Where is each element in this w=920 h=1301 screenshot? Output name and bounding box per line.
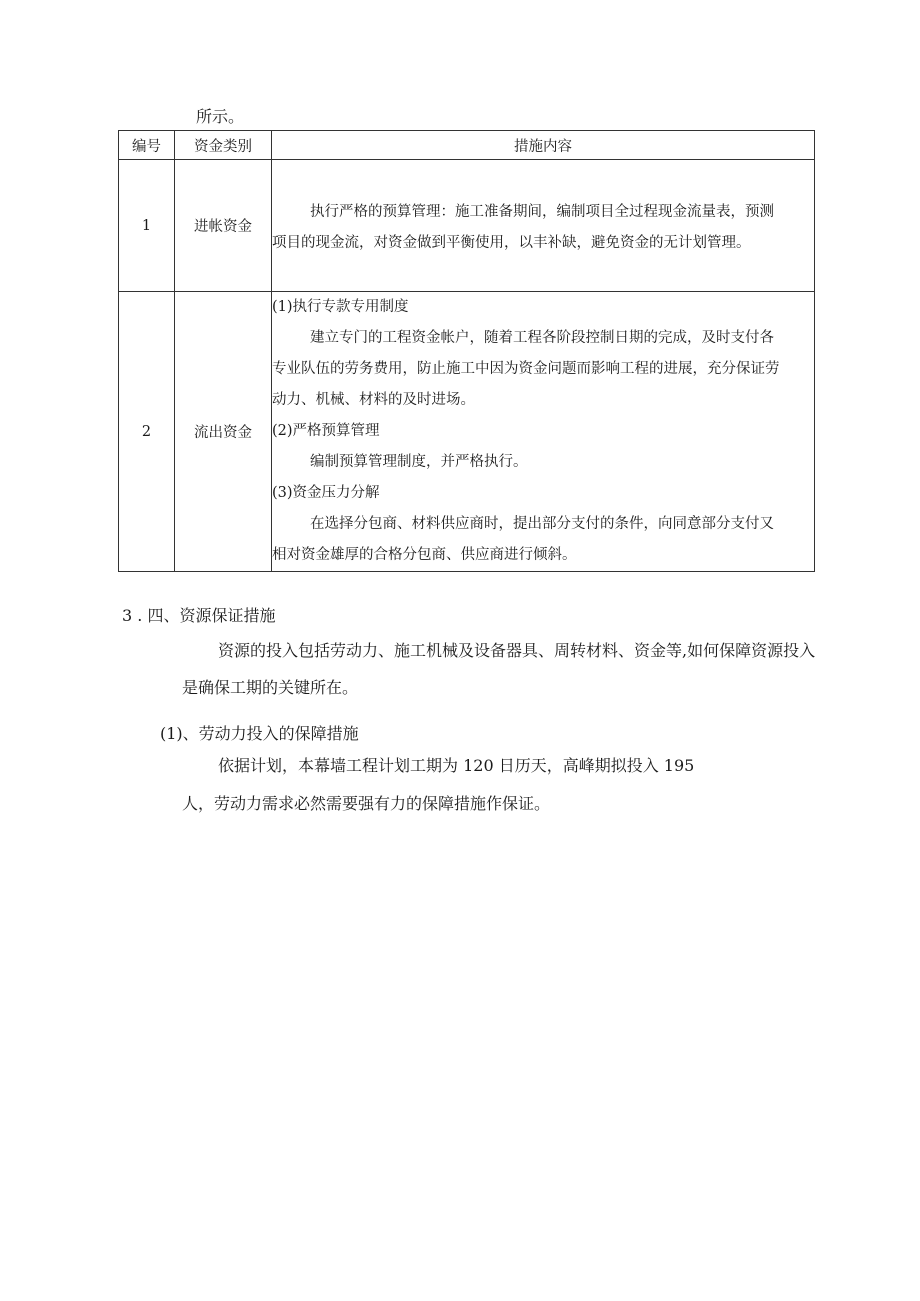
row-number: 2 bbox=[119, 292, 175, 572]
measure-line: 项目的现金流，对资金做到平衡使用，以丰补缺，避免资金的无计划管理。 bbox=[272, 235, 751, 251]
measure-line: 专业队伍的劳务费用，防止施工中因为资金问题而影响工程的进展，充分保证劳 bbox=[272, 361, 780, 377]
table-header-row bbox=[119, 131, 815, 160]
paragraph-line: 是确保工期的关键所在。 bbox=[182, 678, 359, 697]
table-row bbox=[119, 160, 815, 292]
section-heading: 3 . 四、资源保证措施 bbox=[122, 606, 276, 625]
measure-line: 执行严格的预算管理：施工准备期间，编制项目全过程现金流量表，预测 bbox=[310, 204, 774, 220]
measure-subheading: (1)执行专款专用制度 bbox=[272, 299, 409, 315]
table-row bbox=[119, 292, 815, 572]
measure-line: 建立专门的工程资金帐户，随着工程各阶段控制日期的完成，及时支付各 bbox=[310, 330, 774, 346]
row-fund-type: 进帐资金 bbox=[175, 160, 272, 292]
measure-subheading: (2)严格预算管理 bbox=[272, 423, 380, 439]
row-measures bbox=[272, 160, 815, 292]
row-number: 1 bbox=[119, 160, 175, 292]
header-measures: 措施内容 bbox=[272, 131, 815, 160]
row-measures bbox=[272, 292, 815, 572]
measure-line: 相对资金雄厚的合格分包商、供应商进行倾斜。 bbox=[272, 547, 577, 563]
paragraph-line: 人，劳动力需求必然需要强有力的保障措施作保证。 bbox=[182, 794, 551, 813]
funds-measures-table bbox=[118, 130, 815, 572]
paragraph-line: 资源的投入包括劳动力、施工机械及设备器具、周转材料、资金等,如何保障资源投入 bbox=[218, 641, 816, 660]
paragraph-line: 依据计划，本幕墙工程计划工期为 120 日历天，高峰期拟投入 195 bbox=[218, 756, 695, 775]
measure-subheading: (3)资金压力分解 bbox=[272, 485, 380, 501]
intro-text: 所示。 bbox=[196, 107, 245, 126]
measure-line: 动力、机械、材料的及时进场。 bbox=[272, 392, 475, 408]
header-fund-type: 资金类别 bbox=[175, 131, 272, 160]
row-fund-type: 流出资金 bbox=[175, 292, 272, 572]
header-number: 编号 bbox=[119, 131, 175, 160]
sub-heading: (1)、劳动力投入的保障措施 bbox=[160, 724, 359, 743]
measure-line: 在选择分包商、材料供应商时，提出部分支付的条件，向同意部分支付又 bbox=[310, 516, 774, 532]
measure-line: 编制预算管理制度，并严格执行。 bbox=[310, 454, 528, 470]
